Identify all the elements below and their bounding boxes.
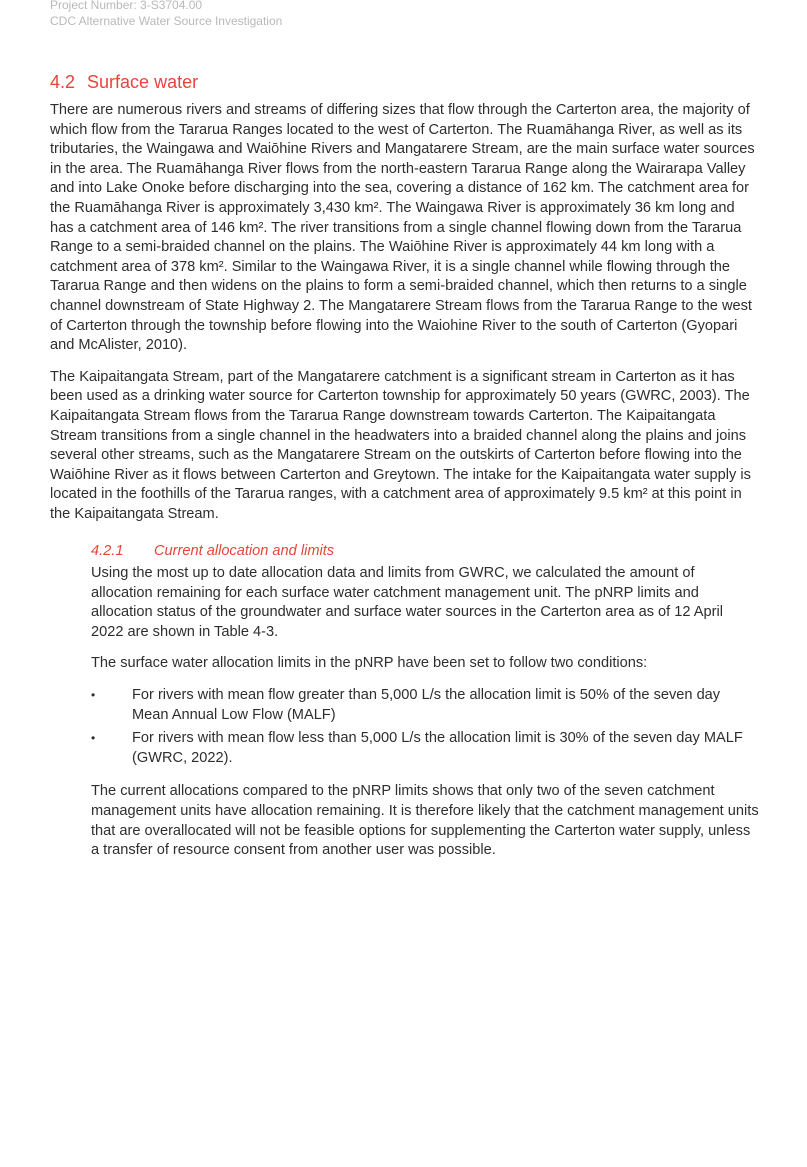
subsection-number: 4.2.1 xyxy=(91,543,124,560)
bullet-icon: • xyxy=(91,731,96,746)
conditions-list xyxy=(91,686,759,768)
subsection-allocation xyxy=(91,542,759,860)
paragraph-surface-water-overview: There are numerous rivers and streams of differing sizes that flow through the Carterton area, the majority of which flow from the Tararua Ranges located to the west of Carterton. The Ruamāhanga River, as well as its tributaries, the Waingawa and Waiōhine Rivers and Mangatarere Stream, are the main surface water sources in the area. The Ruamāhanga River flows from the north-eastern Tararua Range along the Wairarapa Valley and into Lake Onoke before discharging into the sea, covering a distance of 162 km. The catchment area for the Ruamāhanga River is approximately 3,430 km². The Waingawa River is approximately 36 km long and has a catchment area of 146 km². The river transitions from a single channel flowing down from the Tararua Range to a semi-braided channel on the plains. The Waiōhine River is approximately 44 km long with a catchment area of 378 km². Similar to the Waingawa River, it is a single channel while flowing through the Tararua Range and then widens on the plains to form a semi-braided channel, which then returns to a single channel downstream of State Highway 2. The Mangatarere Stream flows from the Tararua Range to the west of Carterton through the township before flowing into the Waiohine River to the south of Carterton (Gyopari and McAlister, 2010). xyxy=(50,102,755,354)
paragraph-allocation-data: Using the most up to date allocation data and limits from GWRC, we calculated the amount of allocation remaining for each surface water catchment management unit. The pNRP limits and allocation status of the groundwater and surface water sources in the Carterton area as of 12 April 2022 are shown in Table 4-3. xyxy=(91,565,723,640)
subsection-title: Current allocation and limits xyxy=(154,543,335,560)
list-item xyxy=(91,686,759,725)
bullet-icon: • xyxy=(91,688,96,703)
section-number: 4.2 xyxy=(50,72,76,92)
section-heading xyxy=(50,70,198,94)
document-body xyxy=(50,101,759,873)
project-title: CDC Alternative Water Source Investigation xyxy=(50,14,283,28)
page-header xyxy=(50,0,282,29)
subsection-heading xyxy=(91,542,759,562)
paragraph-allocation-conditions: The surface water allocation limits in the pNRP have been set to follow two conditions: xyxy=(91,655,648,672)
paragraph-kaipaitangata-stream: The Kaipaitangata Stream, part of the Mangatarere catchment is a significant stream in Carterton as it has been used as a drinking water source for Carterton township for approximately 50 years (GWRC, 2003). The Kaipaitangata Stream flows from the Tararua Range downstream towards Carterton. The Kaipaitangata Stream transitions from a single channel in the headwaters into a braided channel along the plains and joins several other streams, such as the Mangatarere Stream on the outskirts of Carterton before flowing into the Waiōhine River as it flows between Carterton and Greytown. The intake for the Kaipaitangata water supply is located in the foothills of the Tararua ranges, with a catchment area of approximately 9.5 km² at this point in the Kaipaitangata Stream. xyxy=(50,368,751,522)
list-item-text: For rivers with mean flow greater than 5,000 L/s the allocation limit is 50% of the seven day Mean Annual Low Flow (MALF) xyxy=(132,687,721,723)
paragraph-current-allocations: The current allocations compared to the pNRP limits shows that only two of the seven catchment management units have allocation remaining. It is therefore likely that the catchment management units that are overallocated will not be feasible options for supplementing the Carterton water supply, unless a transfer of resource consent from another user was possible. xyxy=(91,783,759,859)
list-item-text: For rivers with mean flow less than 5,000 L/s the allocation limit is 30% of the seven day MALF (GWRC, 2022). xyxy=(132,730,743,766)
project-number: Project Number: 3-S3704.00 xyxy=(50,0,203,12)
section-title: Surface water xyxy=(87,72,199,92)
list-item xyxy=(91,729,759,768)
